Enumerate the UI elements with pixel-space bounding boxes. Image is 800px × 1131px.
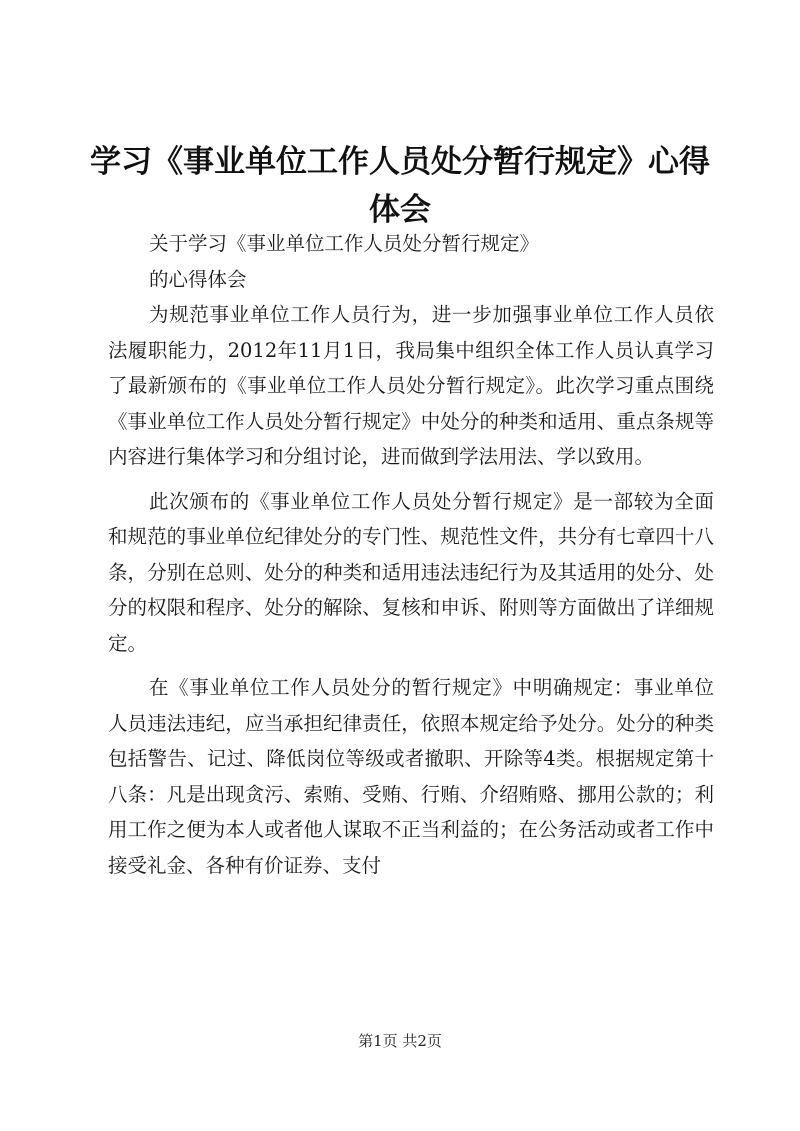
body-paragraph: 为规范事业单位工作人员行为，进一步加强事业单位工作人员依法履职能力，2012年11月1日，我局集中组织全体工作人员认真学习了最新颁布的《事业单位工作人员处分暂行规定》。此次学习重点围绕《事业单位工作人员处分暂行规定》中处分的种类和适用、重点条规等内容进行集体学习和分组讨论，进而做到学法用法、学以致用。 [108, 303, 714, 468]
subtitle-line-2: 的心得体会 [148, 267, 247, 291]
page-number: 第1页 共2页 [358, 1032, 442, 1050]
body-paragraph: 在《事业单位工作人员处分的暂行规定》中明确规定：事业单位人员违法违纪，应当承担纪律责任，依照本规定给予处分。处分的种类包括警告、记过、降低岗位等级或者撤职、开除等4类。根据规定第十八条：凡是出现贪污、索贿、受贿、行贿、介绍贿赂、挪用公款的；利用工作之便为本人或者他人谋取不正当利益的；在公务活动或者工作中接受礼金、各种有价证券、支付 [108, 676, 714, 877]
subtitle-line-1: 关于学习《事业单位工作人员处分暂行规定》 [148, 232, 539, 255]
title-line-1: 学习《事业单位工作人员处分暂行规定》心得 [90, 144, 710, 180]
page-footer [0, 1030, 800, 1051]
document-title [90, 138, 710, 234]
title-line-2: 体会 [369, 192, 431, 228]
document-body [108, 226, 714, 883]
body-paragraph: 此次颁布的《事业单位工作人员处分暂行规定》是一部较为全面和规范的事业单位纪律处分的专门性、规范性文件，共分有七章四十八条，分别在总则、处分的种类和适用违法违纪行为及其适用的处分、处分的权限和程序、处分的解除、复核和申诉、附则等方面做出了详细规定。 [108, 489, 714, 655]
